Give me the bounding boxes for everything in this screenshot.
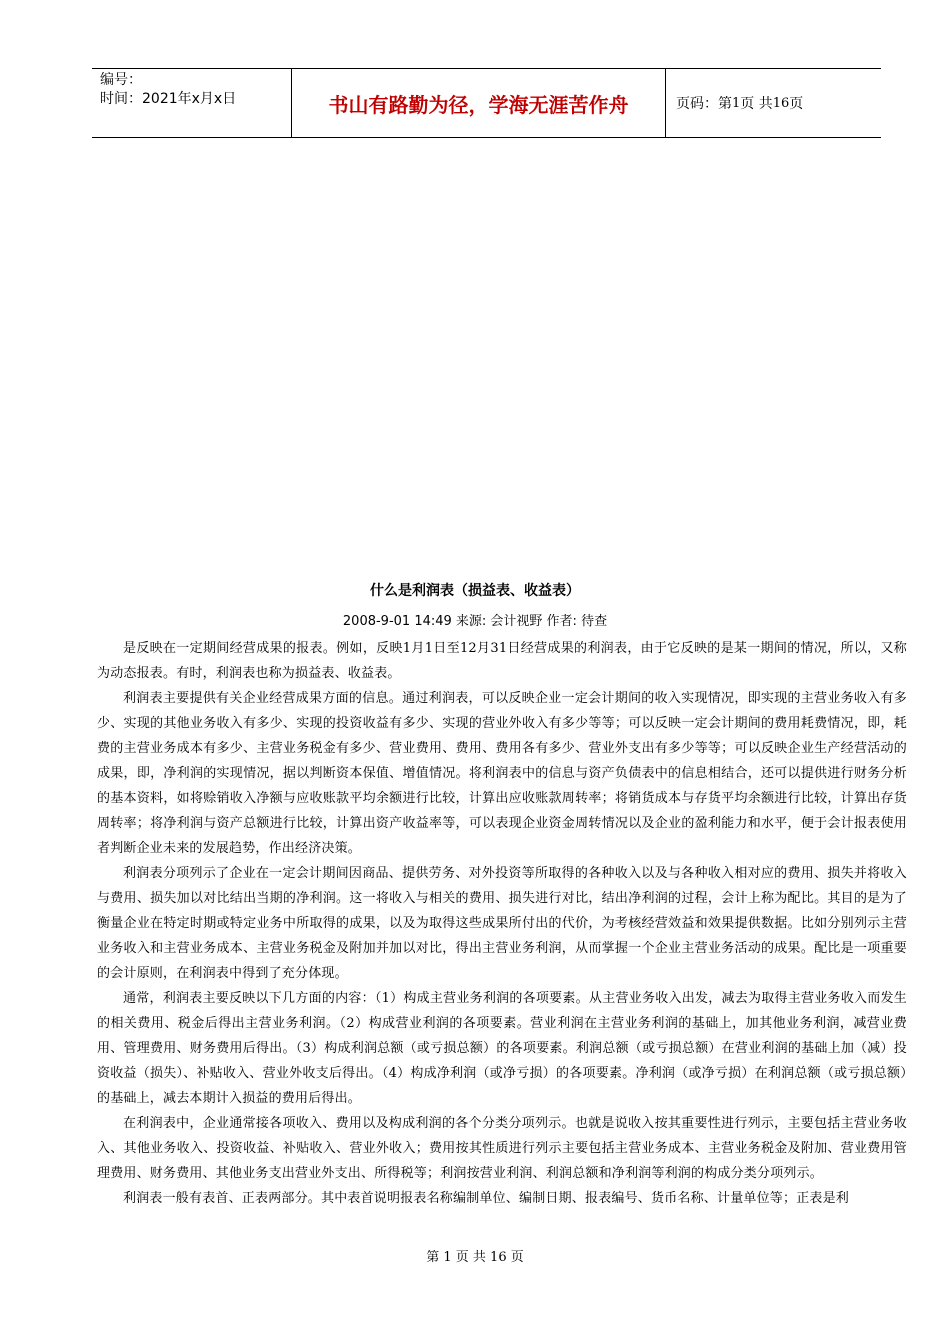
page-total: 16 bbox=[772, 95, 790, 111]
paragraph: 利润表一般有表首、正表两部分。其中表首说明报表名称编制单位、编制日期、报表编号、货币名称、计量单位等；正表是利 bbox=[123, 1191, 850, 1206]
paragraph: 是反映在一定期间经营成果的报表。例如，反映1月1日至12月31日经营成果的利润表，由于它反映的是某一期间的情况，所以，又称为动态报表。有时，利润表也称为损益表、收益表。 bbox=[97, 641, 907, 681]
page-footer: 第 1 页 共 16 页 bbox=[426, 1250, 524, 1265]
header-table bbox=[92, 68, 881, 138]
header-motto: 书山有路勤为径，学海无涯苦作舟 bbox=[292, 69, 666, 137]
page-suffix: 页 bbox=[789, 96, 804, 112]
page-mid: 页 共 bbox=[740, 96, 773, 112]
header-page-cell bbox=[666, 69, 881, 137]
page-prefix: 页码：第 bbox=[676, 96, 732, 112]
article-title: 什么是利润表（损益表、收益表） bbox=[370, 583, 580, 599]
article-meta: 2008-9-01 14:49 来源: 会计视野 作者: 待查 bbox=[342, 614, 608, 629]
paragraph: 通常，利润表主要反映以下几方面的内容：（1）构成主营业务利润的各项要素。从主营业务收入出发，减去为取得主营业务收入而发生的相关费用、税金后得出主营业务利润。（2）构成营业利润的各项要素。营业利润在主营业务利润的基础上，加其他业务利润，减营业费用、管理费用、财务费用后得出。（3）构成利润总额（或亏损总额）的各项要素。利润总额（或亏损总额）在营业利润的基础上加（减）投资收益（损失）、补贴收入、营业外收支后得出。（4）构成净利润（或净亏损）的各项要素。净利润（或净亏损）在利润总额（或亏损总额）的基础上，减去本期计入损益的费用后得出。 bbox=[97, 991, 907, 1106]
page-current: 1 bbox=[732, 95, 741, 111]
paragraph: 在利润表中，企业通常接各项收入、费用以及构成利润的各个分类分项列示。也就是说收入按其重要性进行列示，主要包括主营业务收入、其他业务收入、投资收益、补贴收入、营业外收入；费用按其性质进行列示主要包括主营业务成本、主营业务税金及附加、营业费用管理费用、财务费用、其他业务支出营业外支出、所得税等；利润按营业利润、利润总额和净利润等利润的构成分类分项列示。 bbox=[97, 1116, 907, 1181]
paragraph: 利润表主要提供有关企业经营成果方面的信息。通过利润表，可以反映企业一定会计期间的收入实现情况，即实现的主营业务收入有多少、实现的其他业务收入有多少、实现的投资收益有多少、实现的营业外收入有多少等等；可以反映一定会计期间的费用耗费情况，即，耗费的主营业务成本有多少、主营业务税金有多少、营业费用、费用、费用各有多少、营业外支出有多少等等；可以反映企业生产经营活动的成果，即，净利润的实现情况，据以判断资本保值、增值情况。将利润表中的信息与资产负债表中的信息相结合，还可以提供进行财务分析的基本资料，如将赊销收入净额与应收账款平均余额进行比较，计算出应收账款周转率；将销货成本与存货平均余额进行比较，计算出存货周转率；将净利润与资产总额进行比较，计算出资产收益率等，可以表现企业资金周转情况以及企业的盈利能力和水平，便于会计报表使用者判断企业未来的发展趋势，作出经济决策。 bbox=[97, 691, 907, 856]
article-body bbox=[97, 636, 907, 1211]
time-label: 时间：2021年x月x日 bbox=[100, 91, 237, 107]
header-info-cell bbox=[92, 69, 292, 137]
paragraph: 利润表分项列示了企业在一定会计期间因商品、提供劳务、对外投资等所取得的各种收入以及与各种收入相对应的费用、损失并将收入与费用、损失加以对比结出当期的净利润。这一将收入与相关的费用、损失进行对比，结出净利润的过程，会计上称为配比。其目的是为了衡量企业在特定时期或特定业务中所取得的成果，以及为取得这些成果所付出的代价，为考核经营效益和效果提供数据。比如分别列示主营业务收入和主营业务成本、主营业务税金及附加并加以对比，得出主营业务利润，从而掌握一个企业主营业务活动的成果。配比是一项重要的会计原则，在利润表中得到了充分体现。 bbox=[97, 866, 907, 981]
number-label: 编号： bbox=[100, 72, 142, 88]
